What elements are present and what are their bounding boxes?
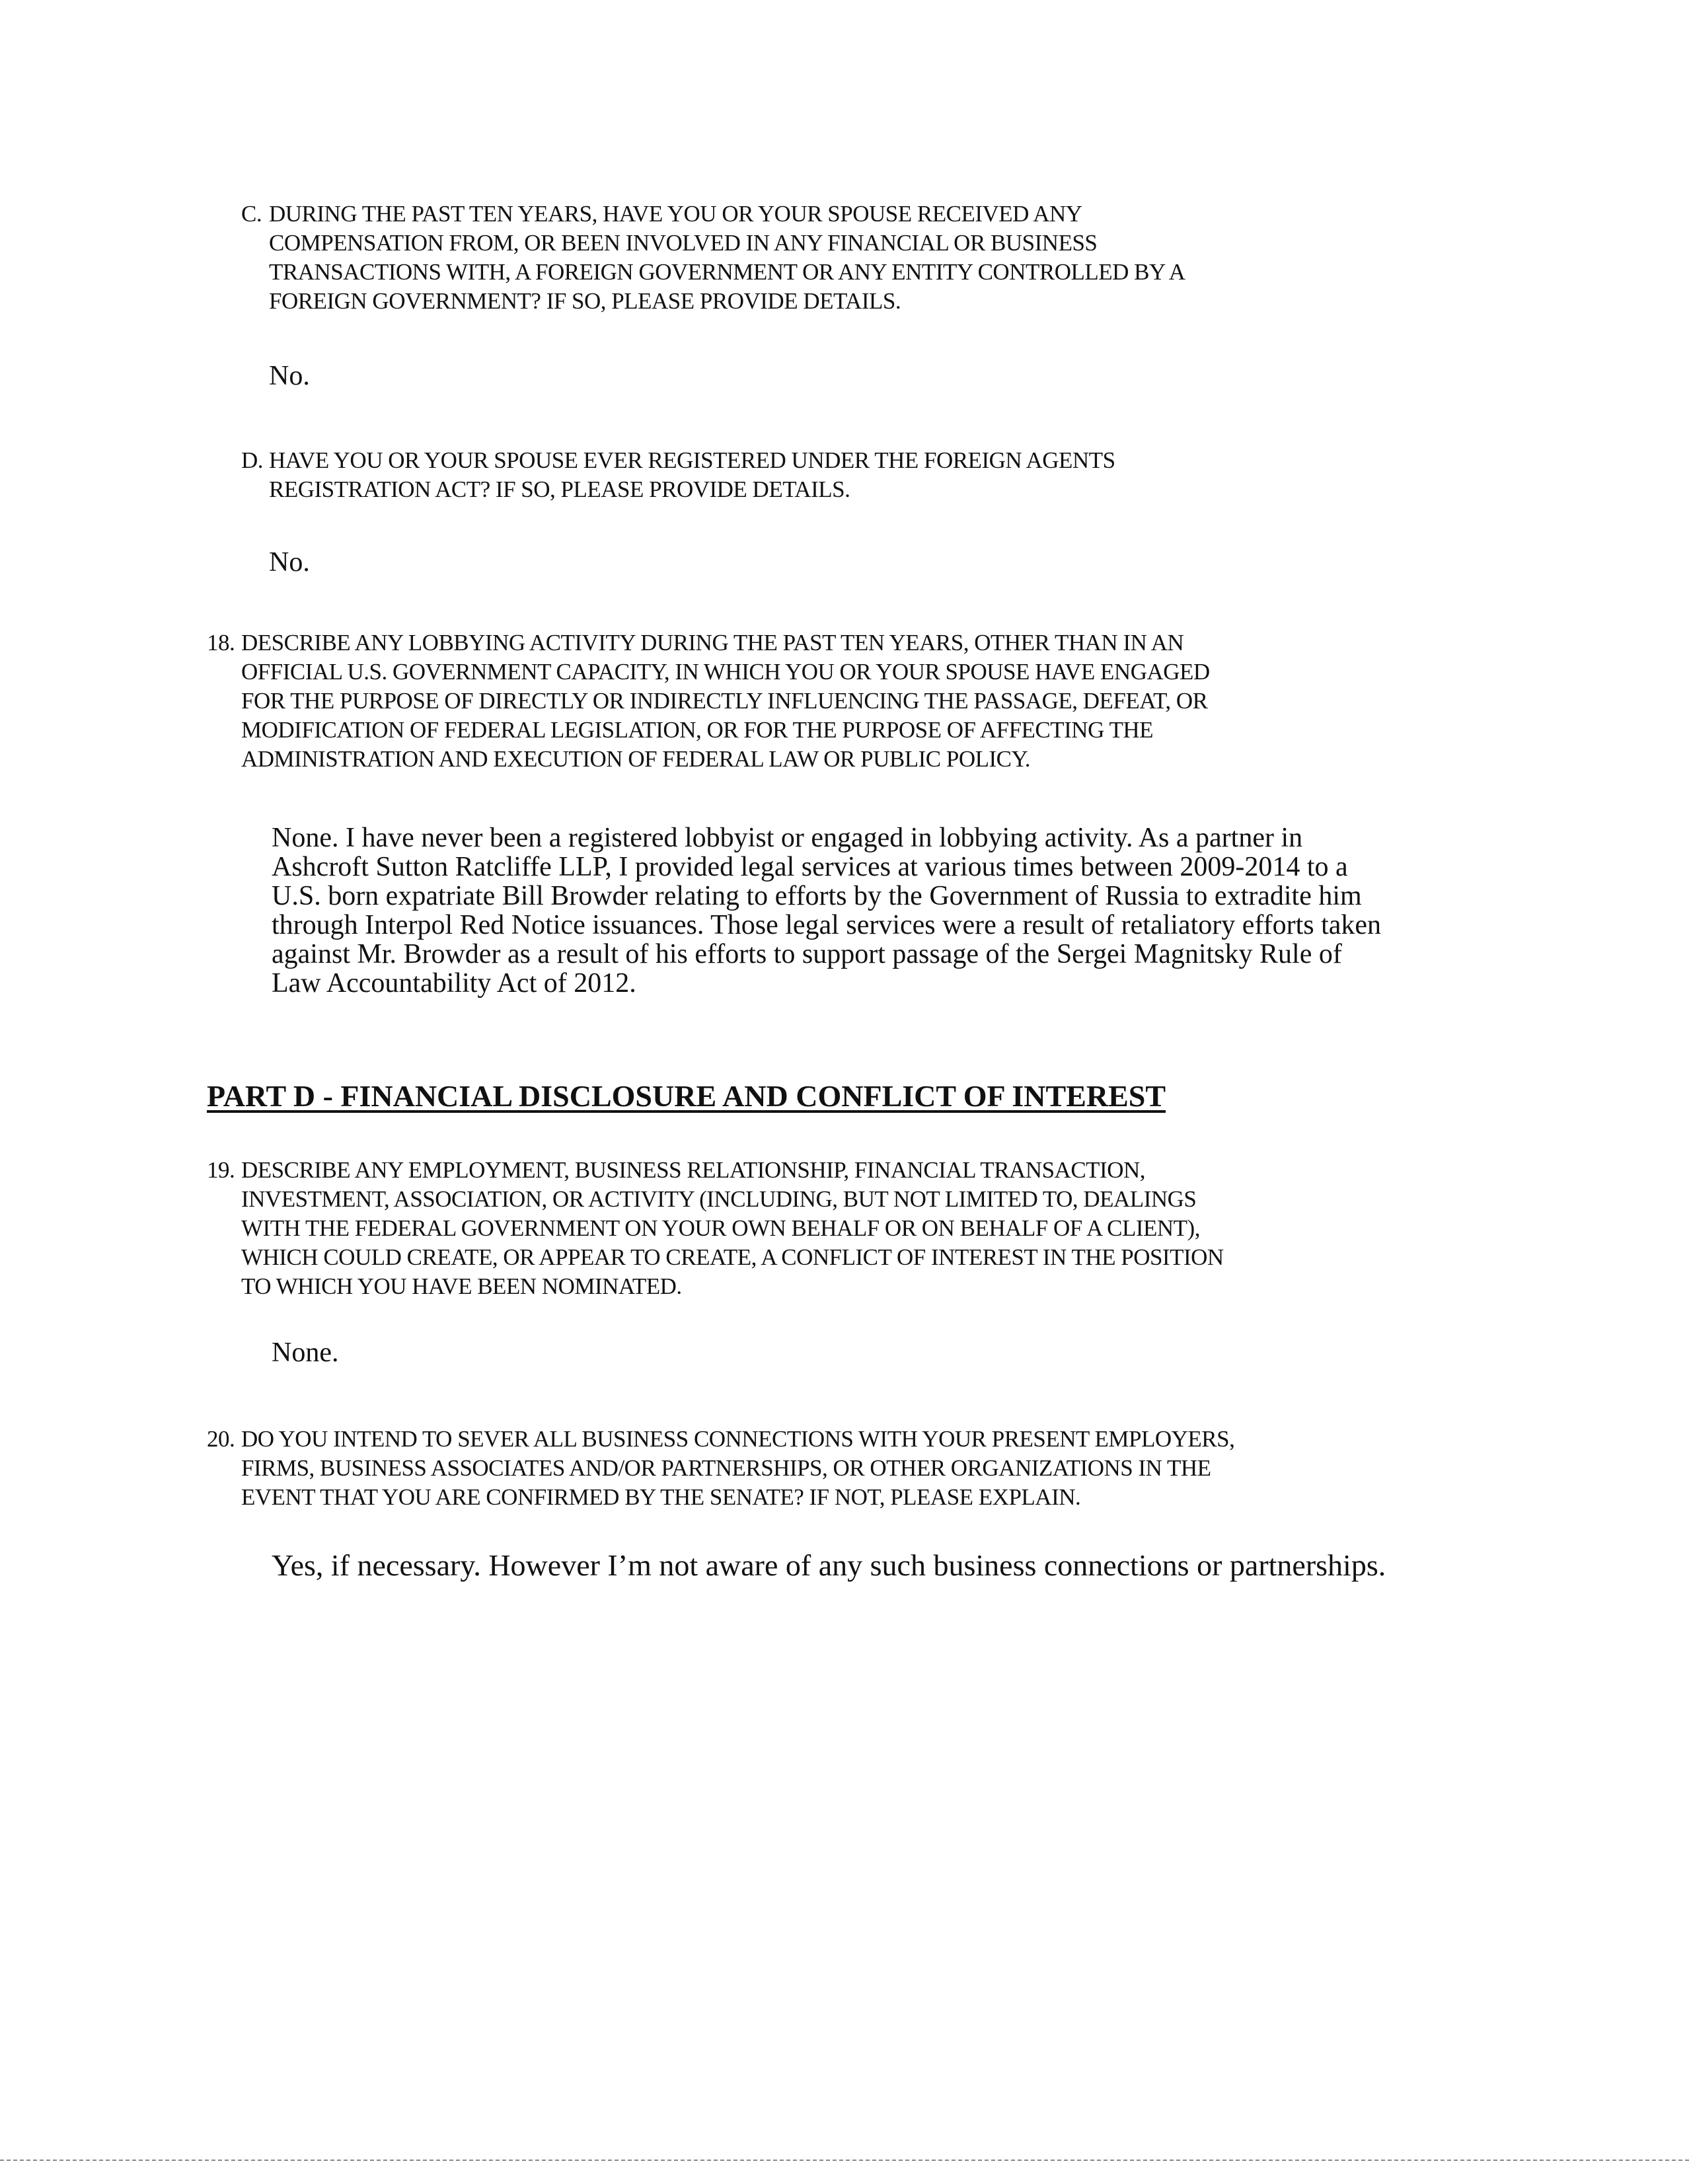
question-18-line: OFFICIAL U.S. GOVERNMENT CAPACITY, IN WHICH YOU OR YOUR SPOUSE HAVE ENGAGED [241,659,1210,685]
question-20-line: DO YOU INTEND TO SEVER ALL BUSINESS CONNECTIONS WITH YOUR PRESENT EMPLOYERS, [241,1426,1235,1452]
question-19-line: DESCRIBE ANY EMPLOYMENT, BUSINESS RELATIONSHIP, FINANCIAL TRANSACTION, [241,1157,1146,1183]
question-19-line: INVESTMENT, ASSOCIATION, OR ACTIVITY (INCLUDING, BUT NOT LIMITED TO, DEALINGS [241,1186,1197,1212]
answer-18-line: None. I have never been a registered lobbyist or engaged in lobbying activity. As a partner in [272,823,1303,853]
question-18-line: ADMINISTRATION AND EXECUTION OF FEDERAL LAW OR PUBLIC POLICY. [241,746,1030,772]
answer-20: Yes, if necessary. However I’m not aware of any such business connections or partnerships. [272,1548,1386,1582]
answer-18-line: Ashcroft Sutton Ratcliffe LLP, I provided legal services at various times between 2009-2014 to a [272,852,1348,882]
question-19-label: 19. [207,1157,235,1183]
answer-18-line: U.S. born expatriate Bill Browder relating to efforts by the Government of Russia to extradite him [272,881,1362,911]
question-17d-line: REGISTRATION ACT? IF SO, PLEASE PROVIDE DETAILS. [269,476,850,502]
answer-19: None. [272,1337,339,1368]
question-17d-label: D. [241,447,264,473]
question-19-line: WHICH COULD CREATE, OR APPEAR TO CREATE, A CONFLICT OF INTEREST IN THE POSITION [241,1244,1224,1270]
question-20-line: EVENT THAT YOU ARE CONFIRMED BY THE SENATE? IF NOT, PLEASE EXPLAIN. [241,1484,1081,1510]
question-17c-line: COMPENSATION FROM, OR BEEN INVOLVED IN ANY FINANCIAL OR BUSINESS [269,230,1098,256]
answer-18-line: through Interpol Red Notice issuances. Those legal services were a result of retaliatory efforts taken [272,910,1382,940]
question-20-label: 20. [207,1426,235,1452]
question-18-line: MODIFICATION OF FEDERAL LEGISLATION, OR FOR THE PURPOSE OF AFFECTING THE [241,717,1153,743]
question-17d-line: HAVE YOU OR YOUR SPOUSE EVER REGISTERED UNDER THE FOREIGN AGENTS [269,447,1115,473]
question-19-line: WITH THE FEDERAL GOVERNMENT ON YOUR OWN BEHALF OR ON BEHALF OF A CLIENT), [241,1215,1200,1241]
answer-18-line: against Mr. Browder as a result of his efforts to support passage of the Sergei Magnitsky Rule of [272,939,1342,969]
question-18-line: FOR THE PURPOSE OF DIRECTLY OR INDIRECTLY INFLUENCING THE PASSAGE, DEFEAT, OR [241,688,1208,714]
answer-17c: No. [269,361,310,391]
question-17c-line: FOREIGN GOVERNMENT? IF SO, PLEASE PROVIDE DETAILS. [269,288,901,314]
question-18-line: DESCRIBE ANY LOBBYING ACTIVITY DURING THE PAST TEN YEARS, OTHER THAN IN AN [241,630,1184,656]
section-heading: PART D - FINANCIAL DISCLOSURE AND CONFLICT OF INTEREST [207,1079,1166,1113]
scan-edge-divider [0,2160,1689,2161]
answer-17d: No. [269,547,310,578]
question-17c-line: DURING THE PAST TEN YEARS, HAVE YOU OR YOUR SPOUSE RECEIVED ANY [269,201,1082,227]
question-19-line: TO WHICH YOU HAVE BEEN NOMINATED. [241,1273,682,1299]
question-20-line: FIRMS, BUSINESS ASSOCIATES AND/OR PARTNERSHIPS, OR OTHER ORGANIZATIONS IN THE [241,1455,1211,1481]
question-17c-line: TRANSACTIONS WITH, A FOREIGN GOVERNMENT OR ANY ENTITY CONTROLLED BY A [269,259,1185,285]
question-17c-label: C. [241,201,262,227]
answer-18-line: Law Accountability Act of 2012. [272,968,636,998]
question-18-label: 18. [207,630,235,656]
